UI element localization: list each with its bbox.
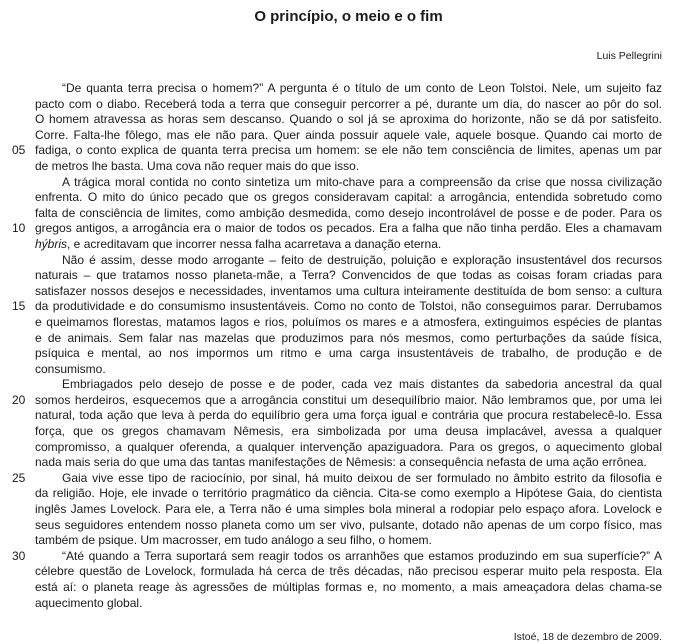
line-text: nada mais seria do que uma das tantas manifestações de Nêmesis: a consequência nefasta de uma ação errônea.: [35, 455, 647, 470]
line-text: compromisso, a qualquer oferenda, a qualquer intervenção apaziguadora. Para os gregos, o aquecimento global: [35, 439, 662, 454]
text-line: [12, 331, 662, 347]
line-number: 30: [12, 548, 26, 563]
text-line: [12, 299, 662, 315]
line-text: célebre questão de Lovelock, formulada há cerca de três décadas, não precisou esperar muito pela resposta. Ela: [35, 564, 662, 579]
line-number: 05: [12, 143, 26, 158]
line-number: [12, 502, 35, 518]
text-line: [12, 221, 662, 237]
line-text: Corre. Falta-lhe fôlego, mas ele não para. Quer ainda possuir aquele vale, aquele bosque. Quando cai morto de: [35, 127, 662, 142]
line-number: 20: [12, 392, 26, 407]
text-line: [12, 549, 662, 565]
line-number: [12, 440, 35, 456]
line-number: 25: [12, 470, 26, 485]
text-line: [12, 486, 662, 502]
line-number: [12, 424, 35, 440]
line-text: fadiga, o conto explica de quanta terra precisa um homem: se ele não tem consciência de limites, apenas um par: [35, 143, 662, 158]
text-line: [12, 502, 662, 518]
line-number: [12, 455, 35, 471]
text-line: [12, 315, 662, 331]
line-text: O homem atravessa as horas sem descanso. Quando o sol já se aproxima do horizonte, não se dá por satisfeito.: [35, 112, 662, 127]
text-line: [12, 596, 662, 612]
line-text: da produtividade e do consumismo insustentáveis. Como no conto de Tolstoi, não conseguimos parar. Derrubamos: [35, 299, 662, 314]
line-number: [12, 253, 35, 269]
line-number: [12, 331, 35, 347]
text-line: [12, 253, 662, 269]
line-text: natural, toda ação que leva à perda do equilíbrio gera uma força igual e contrária que procura restabelecê-lo. Essa: [35, 408, 662, 423]
line-number: [12, 237, 35, 253]
text-line: [12, 268, 662, 284]
line-number: [12, 518, 35, 534]
line-number: [12, 486, 35, 502]
text-line: [12, 128, 662, 144]
text-line: [12, 533, 662, 549]
line-text: aquecimento global.: [35, 595, 143, 610]
line-text: gregos antigos, a arrogância era o maior de todos os pecados. Era a falha que não tinha perdão. Eles a chamavam: [35, 221, 662, 236]
line-text: hýbris, e acreditavam que incorrer nessa falha acarretava a danação eterna.: [35, 236, 442, 251]
line-text: e de animais. Sem falar nas mazelas que produzimos para nós mesmos, como perturbações da saúde física,: [35, 330, 662, 345]
line-text: “Até quando a Terra suportará sem reagir todos os arranhões que estamos produzindo em sua superfície?” A: [62, 548, 662, 563]
text-line: [12, 190, 662, 206]
line-text: Embriagados pelo desejo de posse e de poder, cada vez mais distantes da sabedoria ancestral da qual: [62, 377, 662, 392]
text-line: [12, 112, 662, 128]
line-text: Não é assim, desse modo arrogante – feito de destruição, poluição e exploração insustentável dos recursos: [62, 252, 662, 267]
author-byline: Luis Pellegrini: [596, 50, 662, 62]
line-number: [12, 112, 35, 128]
text-line: [12, 580, 662, 596]
text-line: [12, 408, 662, 424]
text-line: [12, 471, 662, 487]
line-text: A trágica moral contida no conto sintetiza um mito-chave para a compreensão da crise que nossa civilização: [62, 174, 662, 189]
text-line: [12, 97, 662, 113]
line-number: [12, 159, 35, 175]
line-text: está aí: o planeta reage às agressões de múltiplas formas e, no momento, a mais ameaçadora delas chama-se: [35, 580, 662, 594]
text-line: [12, 518, 662, 534]
line-number: [12, 284, 35, 300]
line-text: satisfazer nossos desejos e necessidades, inventamos uma cultura inteiramente destituída de bom senso: a cultura: [35, 283, 662, 298]
line-text: de metros lhe basta. Uma cova não requer mais do que isso.: [35, 158, 360, 173]
line-number: [12, 97, 35, 113]
line-number: [12, 206, 35, 222]
text-line: [12, 284, 662, 300]
text-line: [12, 159, 662, 175]
line-text: seus seguidores entendem nosso planeta como um ser vivo, pulsante, dotado não apenas de um corpo físico, mas: [35, 517, 662, 532]
line-number: [12, 190, 35, 206]
line-text: Gaia vive esse tipo de raciocínio, por sinal, há muito deixou de ser formulado no âmbito estrito da filosofia e: [62, 470, 662, 485]
line-number: [12, 175, 35, 191]
source-citation: Istoé, 18 de dezembro de 2009.: [513, 631, 662, 644]
line-number: 10: [12, 221, 26, 236]
page-title: O princípio, o meio e o fim: [254, 8, 443, 25]
line-number: [12, 315, 35, 331]
line-text: psíquica e mental, ao nos impormos um ritmo e uma carga insustentáveis de trabalho, de produção e de consumismo.: [35, 346, 662, 376]
line-number: [12, 377, 35, 393]
line-number: [12, 533, 35, 549]
line-text: pacto com o diabo. Receberá toda a terra que conseguir percorrer a pé, durante um dia, do nascer ao pôr do sol.: [35, 96, 662, 111]
line-text: da religião. Hoje, ele invade o território pragmático da ciência. Cita-se como exemplo a Hipótese Gaia, do cientista: [35, 486, 662, 501]
text-line: [12, 455, 662, 471]
line-text: falta de consciência de limites, como ambição desmedida, como desejo incontrolável de posse e de poder. Para os: [35, 205, 662, 220]
text-line: [12, 206, 662, 222]
text-body: [12, 81, 662, 611]
text-line: [12, 424, 662, 440]
text-line: [12, 440, 662, 456]
line-number: [12, 408, 35, 424]
text-line: [12, 393, 662, 409]
line-number: [12, 564, 35, 580]
line-number: [12, 580, 35, 596]
text-line: [12, 564, 662, 580]
line-text: e queimamos florestas, matamos lagos e rios, poluímos os mares e a atmosfera, extinguimos espécies de plantas: [35, 314, 662, 329]
text-line: [12, 175, 662, 191]
line-number: [12, 128, 35, 144]
line-text: naturais – que tratamos nosso planeta-mãe, a Terra? Convencidos de que todas as coisas foram criadas para: [35, 268, 662, 283]
line-number: [12, 81, 35, 97]
line-text: enfrenta. O mito do único pecado que os gregos consideravam capital: a arrogância, entendida sobretudo como: [35, 190, 662, 205]
text-line: [12, 346, 662, 377]
line-text: “De quanta terra precisa o homem?” A pergunta é o título de um conto de Leon Tolstoi. Nele, um sujeito faz: [62, 81, 662, 95]
line-number: [12, 596, 35, 612]
line-text: também de psique. Um macrosser, em tudo análogo a seu filho, o homem.: [35, 533, 432, 548]
line-text: força, que os gregos chamavam Nêmesis, era simbolizada por uma deusa implacável, avessa a qualquer: [35, 424, 662, 439]
text-line: [12, 377, 662, 393]
line-number: 15: [12, 299, 26, 314]
text-line: [12, 81, 662, 97]
line-text: somos herdeiros, esquecemos que a arrogância constitui um desequilíbrio maior. Não lembramos que, por uma lei: [35, 392, 662, 407]
text-line: [12, 237, 662, 253]
line-text: inglês James Lovelock. Para ele, a Terra não é uma simples bola mineral a rodopiar pelo espaço afora. Lovelock e: [35, 502, 662, 517]
line-number: [12, 346, 35, 377]
text-line: [12, 143, 662, 159]
line-number: [12, 268, 35, 284]
